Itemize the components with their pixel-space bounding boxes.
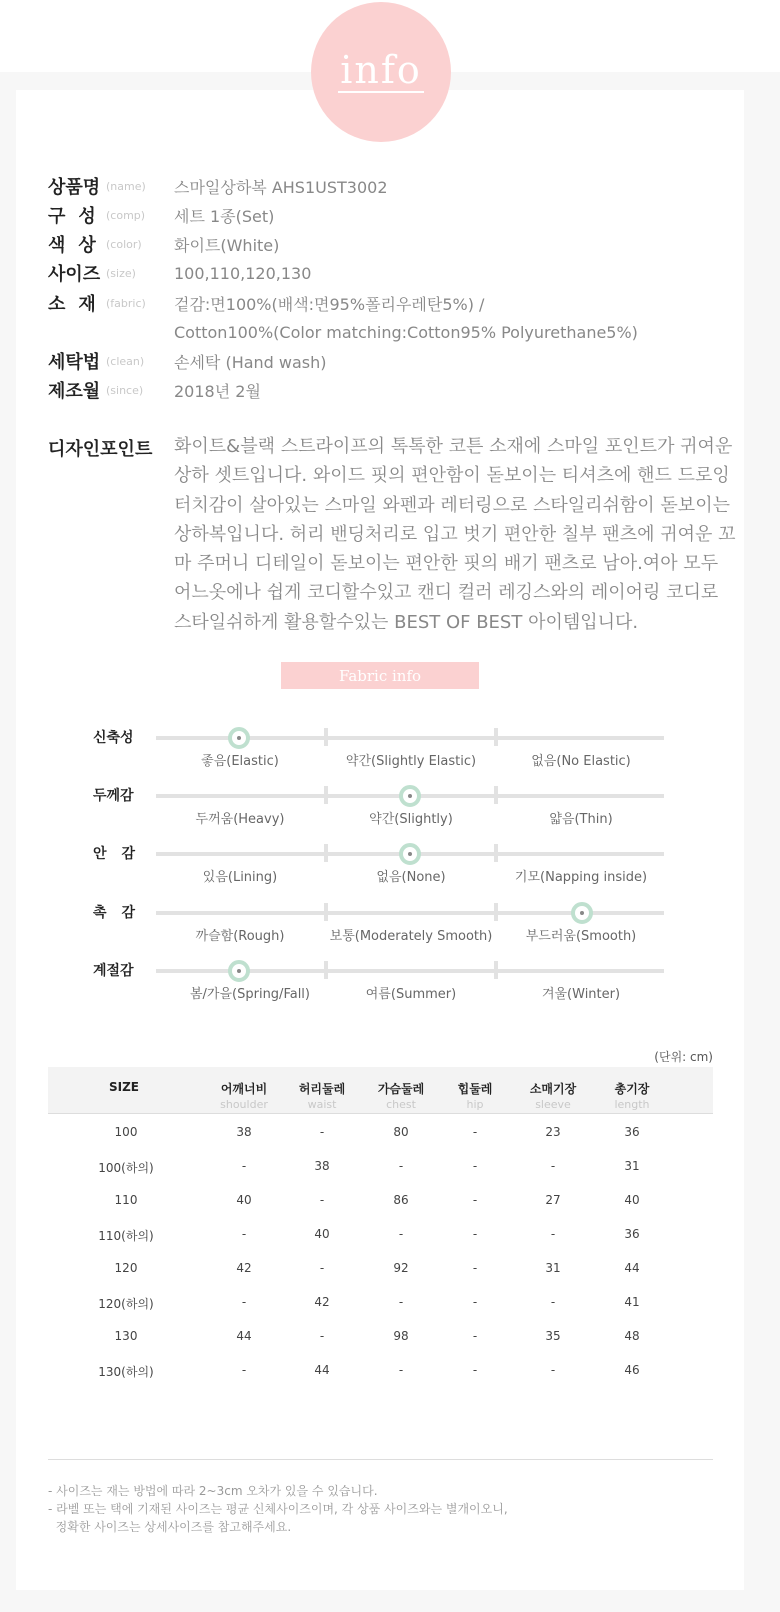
scale-option: 약간(Slightly Elastic) [345, 754, 477, 769]
info-label: 상품명 [48, 177, 101, 198]
info-row-size [48, 259, 311, 287]
scale-marker-icon [571, 902, 593, 924]
scale-label: 두께감 [93, 788, 134, 804]
table-cell: 120(하의) [98, 1297, 154, 1311]
table-cell: 38 [236, 1125, 252, 1139]
table-cell: - [472, 1261, 478, 1275]
column-header-en: chest [386, 1098, 416, 1111]
scale-tick [494, 844, 498, 862]
scale-option: 기모(Napping inside) [514, 870, 648, 885]
scale-tick [324, 903, 328, 921]
table-cell: 35 [545, 1329, 561, 1343]
info-label: 제조월 [48, 381, 101, 402]
info-label-en: (color) [106, 237, 142, 251]
column-header-ko: 힙둘레 [457, 1082, 493, 1096]
scale-marker-icon [399, 785, 421, 807]
scale-option: 보통(Moderately Smooth) [329, 929, 493, 944]
scale-option: 까슬함(Rough) [195, 929, 285, 944]
info-value: Cotton100%(Color matching:Cotton95% Polyurethane5%) [174, 322, 638, 342]
table-cell: - [241, 1295, 247, 1309]
table-cell: - [472, 1159, 478, 1173]
info-row-comp [48, 201, 274, 229]
scale-label: 계절감 [93, 963, 134, 979]
scale-marker-icon [399, 843, 421, 865]
table-cell: 98 [393, 1329, 409, 1343]
fabric-info-title: Fabric info [281, 662, 479, 689]
info-label-en: (fabric) [106, 296, 146, 310]
scale-option: 부드러움(Smooth) [525, 929, 637, 944]
info-label: 구성 [48, 206, 109, 227]
column-header-en: length [614, 1098, 650, 1111]
fabric-scale-lining [0, 846, 780, 902]
scale-tick [324, 844, 328, 862]
info-row-fabric-cont [48, 318, 638, 346]
scale-marker-icon [228, 960, 250, 982]
size-table-header [48, 1067, 713, 1114]
column-header [79, 1080, 169, 1095]
table-cell: 36 [624, 1227, 640, 1241]
info-row-name [48, 172, 388, 200]
scale-tick [494, 961, 498, 979]
column-header [430, 1080, 520, 1111]
table-cell: 100 [114, 1125, 138, 1139]
table-cell: 40 [314, 1227, 330, 1241]
table-cell: 110 [114, 1193, 138, 1207]
size-note: - 사이즈는 재는 방법에 따라 2~3cm 오차가 있을 수 있습니다. [48, 1484, 378, 1498]
table-cell: 42 [236, 1261, 252, 1275]
table-cell: 130(하의) [98, 1365, 154, 1379]
size-note: 정확한 사이즈는 상세사이즈를 참고해주세요. [48, 1520, 292, 1534]
scale-option: 있음(Lining) [202, 870, 278, 885]
table-cell: - [472, 1193, 478, 1207]
scale-option: 겨울(Winter) [541, 987, 621, 1002]
table-cell: - [550, 1363, 556, 1377]
table-cell: - [241, 1159, 247, 1173]
column-header [508, 1080, 598, 1111]
table-cell: - [550, 1227, 556, 1241]
table-cell: 44 [314, 1363, 330, 1377]
table-cell: - [319, 1261, 325, 1275]
table-cell: 42 [314, 1295, 330, 1309]
table-cell: 80 [393, 1125, 409, 1139]
column-header-ko: 가슴둘레 [377, 1082, 425, 1096]
scale-option: 좋음(Elastic) [201, 754, 279, 769]
column-header [587, 1080, 677, 1111]
table-cell: - [398, 1363, 404, 1377]
scale-label: 신축성 [93, 730, 134, 746]
table-cell: 86 [393, 1193, 409, 1207]
info-value: 스마일상하복 AHS1UST3002 [174, 177, 388, 197]
info-row-color [48, 230, 279, 258]
design-point-label: 디자인포인트 [48, 439, 153, 460]
table-cell: - [472, 1329, 478, 1343]
table-cell: 48 [624, 1329, 640, 1343]
info-label-en: (since) [106, 383, 144, 397]
column-header-ko: 허리둘레 [298, 1082, 346, 1096]
column-header-en: waist [307, 1098, 337, 1111]
table-cell: 31 [624, 1159, 640, 1173]
table-cell: 40 [624, 1193, 640, 1207]
info-value: 손세탁 (Hand wash) [174, 352, 327, 372]
info-row-fabric [48, 289, 484, 317]
table-cell: 130 [114, 1329, 138, 1343]
column-header-ko: SIZE [108, 1080, 139, 1094]
fabric-scale-thickness [0, 788, 780, 844]
table-cell: 36 [624, 1125, 640, 1139]
table-cell: 120 [114, 1261, 138, 1275]
scale-tick [494, 786, 498, 804]
table-cell: - [472, 1295, 478, 1309]
table-cell: 31 [545, 1261, 561, 1275]
column-header-en: sleeve [535, 1098, 571, 1111]
info-label-en: (size) [106, 266, 136, 280]
info-label: 소재 [48, 294, 109, 315]
scale-option: 약간(Slightly) [369, 812, 453, 827]
info-value: 세트 1종(Set) [174, 206, 275, 226]
column-header-ko: 어깨너비 [220, 1082, 268, 1096]
info-value: 100,110,120,130 [174, 263, 312, 283]
table-cell: - [241, 1227, 247, 1241]
info-value: 겉감:면100%(배색:면95%폴리우레탄5%) / [174, 294, 485, 314]
size-unit-label: (단위: cm) [654, 1050, 713, 1064]
table-cell: - [398, 1227, 404, 1241]
size-note: - 라벨 또는 택에 기재된 사이즈는 평균 신체사이즈이며, 각 상품 사이즈와는 별개이오니, [48, 1502, 508, 1516]
design-point-text: 화이트&블랙 스트라이프의 톡톡한 코튼 소재에 스마일 포인트가 귀여운 상하 셋트입니다. 와이드 핏의 편안함이 돋보이는 티셔츠에 핸드 드로잉 터치감이 살아있는 스마일 와펜과 레터링으로 스타일리쉬함이 돋보이는 상하복입니다. 허리 밴딩처리로 입고 벗기 편안한 칠부 팬츠에 귀여운 꼬마 주머니 디테일이 돋보이는 편안한 핏의 배기 팬츠로 남아.여아 모두 어느옷에나 쉽게 코디할수있고 캔디 컬러 레깅스와의 레이어링 코디로 스타일쉬하게 활용할수있는 BEST OF BEST 아이템입니다. [174, 436, 736, 633]
table-cell: - [550, 1159, 556, 1173]
scale-tick [324, 786, 328, 804]
table-cell: - [319, 1329, 325, 1343]
column-header-ko: 소매기장 [529, 1082, 577, 1096]
info-badge [311, 2, 451, 142]
table-cell: 40 [236, 1193, 252, 1207]
scale-option: 없음(None) [376, 870, 446, 885]
table-cell: - [241, 1363, 247, 1377]
table-cell: 27 [545, 1193, 561, 1207]
scale-option: 없음(No Elastic) [531, 754, 631, 769]
table-cell: - [398, 1159, 404, 1173]
table-cell: 23 [545, 1125, 561, 1139]
scale-tick [324, 961, 328, 979]
info-value: 화이트(White) [174, 235, 280, 255]
table-cell: - [398, 1295, 404, 1309]
scale-option: 봄/가을(Spring/Fall) [189, 987, 310, 1002]
column-header-en: shoulder [220, 1098, 268, 1111]
info-label-en: (clean) [106, 354, 145, 368]
info-label-en: (comp) [106, 208, 146, 222]
info-label: 색상 [48, 235, 109, 256]
column-header-ko: 총기장 [614, 1082, 650, 1096]
scale-tick [494, 903, 498, 921]
info-badge-text: info [340, 48, 422, 92]
column-header [199, 1080, 289, 1111]
table-cell: 44 [624, 1261, 640, 1275]
scale-option: 두꺼움(Heavy) [195, 812, 285, 827]
info-label-en: (name) [106, 179, 146, 193]
table-cell: - [472, 1227, 478, 1241]
fabric-scale-texture [0, 905, 780, 961]
scale-option: 여름(Summer) [365, 987, 457, 1002]
fabric-scale-season [0, 963, 780, 1019]
table-cell: 100(하의) [98, 1161, 154, 1175]
notes-divider [48, 1459, 713, 1460]
fabric-scale-elasticity [0, 730, 780, 786]
scale-option: 얇음(Thin) [549, 812, 613, 827]
info-label: 세탁법 [48, 352, 101, 373]
column-header [277, 1080, 367, 1111]
table-cell: 110(하의) [98, 1229, 154, 1243]
scale-marker-icon [228, 727, 250, 749]
table-cell: - [319, 1193, 325, 1207]
table-cell: 44 [236, 1329, 252, 1343]
scale-tick [494, 728, 498, 746]
column-header-en: hip [466, 1098, 484, 1111]
scale-label: 촉감 [93, 905, 151, 921]
table-cell: - [472, 1363, 478, 1377]
table-cell: 92 [393, 1261, 409, 1275]
info-value: 2018년 2월 [174, 381, 261, 401]
info-row-since [48, 376, 261, 404]
scale-tick [324, 728, 328, 746]
table-cell: 38 [314, 1159, 330, 1173]
table-cell: - [550, 1295, 556, 1309]
info-label: 사이즈 [48, 264, 101, 285]
table-cell: 41 [624, 1295, 640, 1309]
table-cell: - [472, 1125, 478, 1139]
info-row-clean [48, 347, 327, 375]
table-cell: 46 [624, 1363, 640, 1377]
scale-label: 안감 [93, 846, 151, 862]
table-cell: - [319, 1125, 325, 1139]
